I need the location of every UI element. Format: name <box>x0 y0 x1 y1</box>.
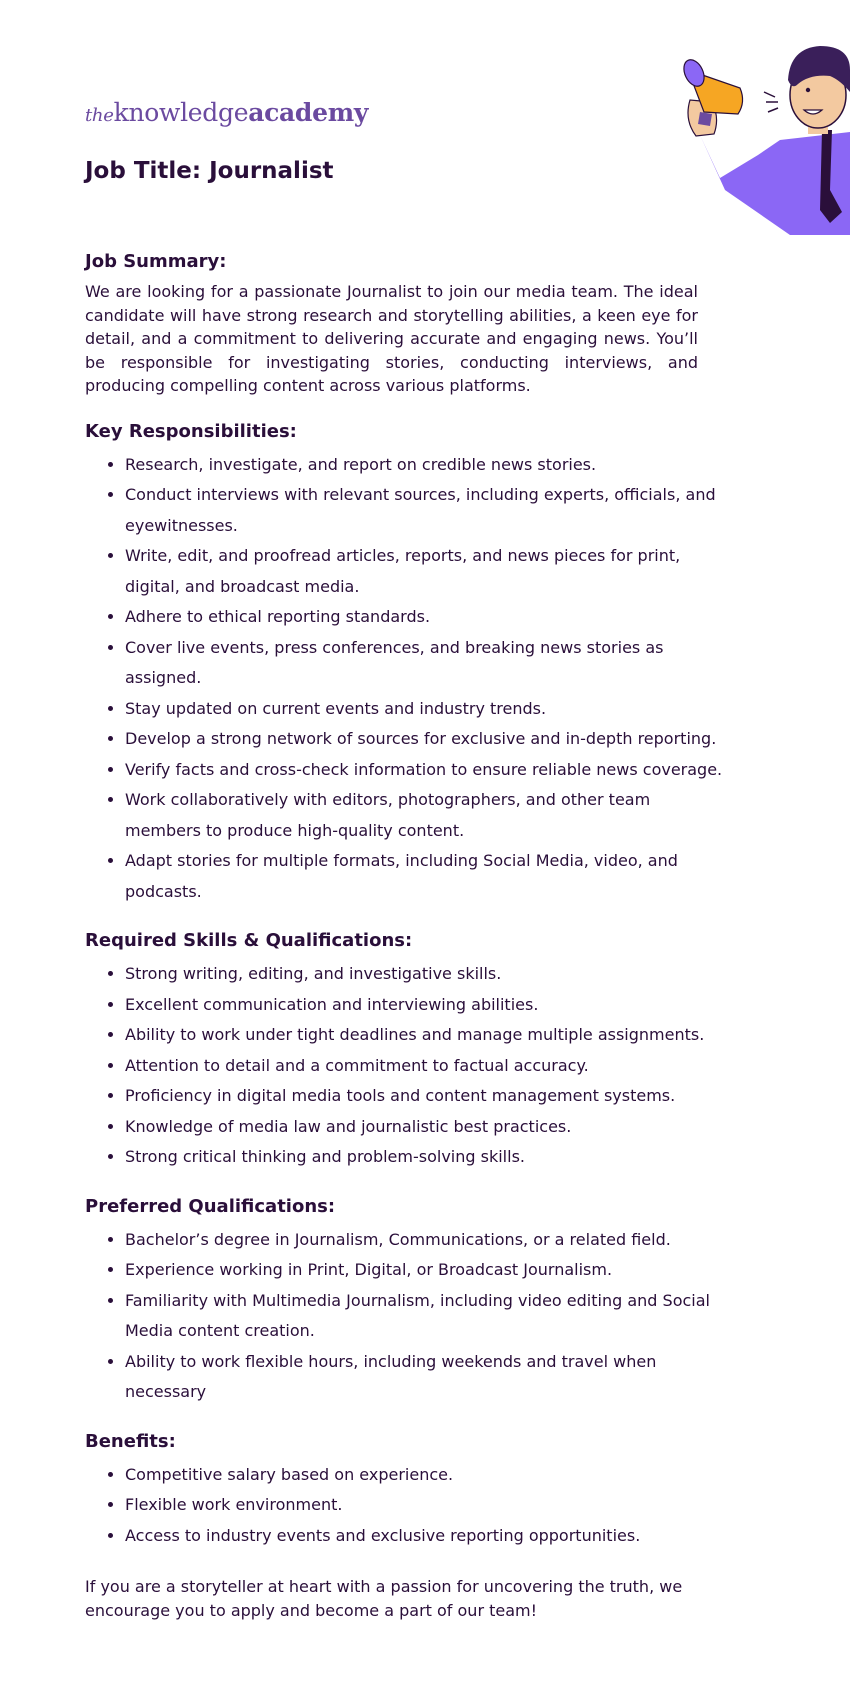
main-content <box>85 150 785 1622</box>
list-item: • Attention to detail and a commitment to factual accuracy. <box>125 1051 785 1082</box>
list-item: • Knowledge of media law and journalistic best practices. <box>125 1112 785 1143</box>
list-item: • Access to industry events and exclusive reporting opportunities. <box>125 1521 785 1552</box>
list-item: • Ability to work flexible hours, including weekends and travel when necessary <box>125 1347 785 1408</box>
job-summary-text: We are looking for a passionate Journalist to join our media team. The ideal candidate will have strong research and storytelling abilities, a keen eye for detail, and a commitment to delivering accurate and engaging news. You’ll be responsible for investigating stories, conducting interviews, and producing compelling content across various platforms. <box>85 282 698 395</box>
list-item: • Write, edit, and proofread articles, reports, and news pieces for print, digital, and broadcast media. <box>125 541 785 602</box>
list-item: • Stay updated on current events and industry trends. <box>125 694 785 725</box>
list-item: • Experience working in Print, Digital, or Broadcast Journalism. <box>125 1255 785 1286</box>
brand-logo: theknowledgeacademy <box>85 98 369 127</box>
list-item: • Conduct interviews with relevant sources, including experts, officials, and eyewitnesses. <box>125 480 785 541</box>
skills-heading: Required Skills & Qualifications: <box>85 930 413 951</box>
responsibilities-list <box>85 450 785 908</box>
eye-shape <box>806 88 810 92</box>
skills-list <box>85 959 785 1173</box>
list-item: • Adhere to ethical reporting standards. <box>125 602 785 633</box>
list-item: • Adapt stories for multiple formats, including Social Media, video, and podcasts. <box>125 846 785 907</box>
job-title: Job Title: Journalist <box>85 158 334 184</box>
preferred-heading: Preferred Qualifications: <box>85 1195 336 1217</box>
list-item: • Ability to work under tight deadlines and manage multiple assignments. <box>125 1020 785 1051</box>
list-item: • Research, investigate, and report on credible news stories. <box>125 450 785 481</box>
list-item: • Competitive salary based on experience. <box>125 1460 785 1491</box>
list-item: • Bachelor’s degree in Journalism, Communications, or a related field. <box>125 1225 785 1256</box>
list-item: • Flexible work environment. <box>125 1490 785 1521</box>
sound-line <box>764 92 775 97</box>
preferred-list <box>85 1225 785 1408</box>
list-item: • Work collaboratively with editors, photographers, and other team members to produce high-quality content. <box>125 785 785 846</box>
list-item: • Familiarity with Multimedia Journalism, including video editing and Social Media content creation. <box>125 1286 785 1347</box>
list-item: • Excellent communication and interviewing abilities. <box>125 990 785 1021</box>
list-item: • Verify facts and cross-check information to ensure reliable news coverage. <box>125 755 785 786</box>
list-item: • Cover live events, press conferences, and breaking news stories as assigned. <box>125 633 785 694</box>
list-item: • Strong writing, editing, and investigative skills. <box>125 959 785 990</box>
list-item: • Strong critical thinking and problem-solving skills. <box>125 1142 785 1173</box>
benefits-heading: Benefits: <box>85 1430 176 1452</box>
list-item: • Proficiency in digital media tools and content management systems. <box>125 1081 785 1112</box>
closing-paragraph: If you are a storyteller at heart with a passion for uncovering the truth, we encourage you to apply and become a part of our team! <box>85 1577 683 1620</box>
list-item: • Develop a strong network of sources for exclusive and in-depth reporting. <box>125 724 785 755</box>
sound-line <box>768 108 778 112</box>
benefits-list <box>85 1460 785 1552</box>
responsibilities-heading: Key Responsibilities: <box>85 420 297 442</box>
megaphone-handle <box>698 112 712 126</box>
job-summary-heading: Job Summary: <box>85 251 227 272</box>
